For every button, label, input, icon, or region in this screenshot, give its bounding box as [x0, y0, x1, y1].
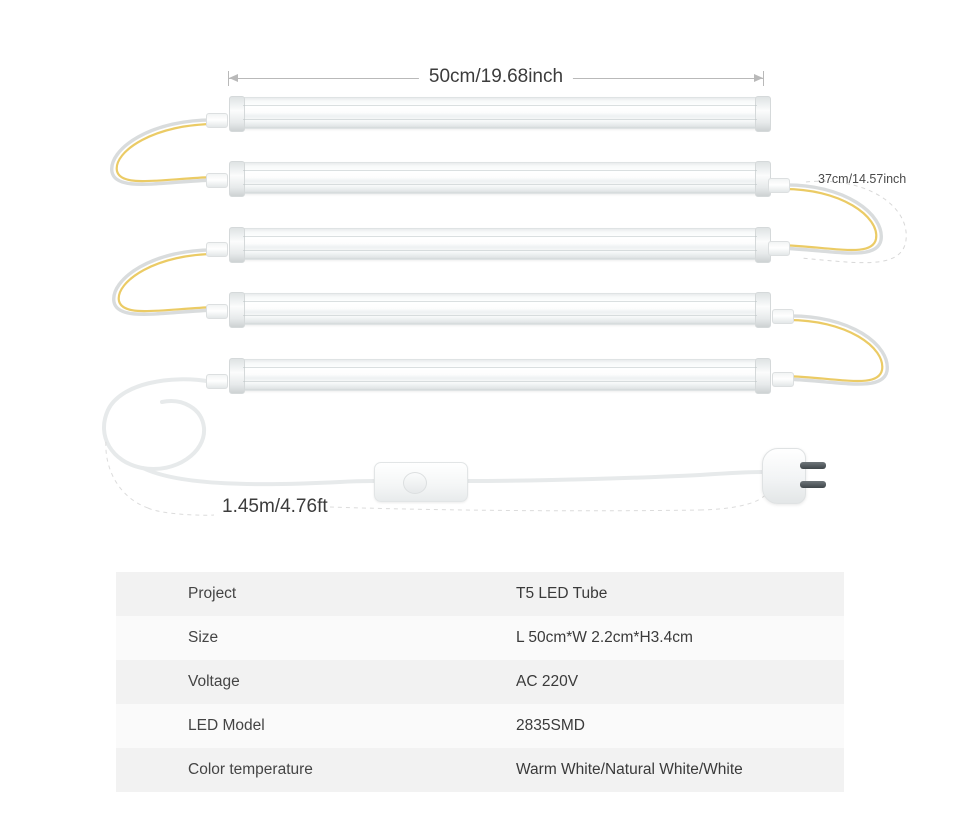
table-row: [116, 616, 844, 660]
tube-ridge: [243, 367, 757, 368]
tube-ridge: [243, 105, 757, 106]
tube-connector: [206, 304, 228, 319]
spec-table: [116, 572, 844, 792]
spec-value: T5 LED Tube: [484, 572, 844, 616]
switch-rocker: [403, 472, 427, 494]
tube-endcap-right: [755, 292, 771, 328]
cable-length-label: 1.45m/4.76ft: [222, 496, 328, 517]
right-dimension-label: 37cm/14.57inch: [818, 172, 907, 186]
led-tube: [232, 228, 768, 260]
led-tube: [232, 97, 768, 129]
tube-ridge: [243, 301, 757, 302]
spec-value: L 50cm*W 2.2cm*H3.4cm: [484, 616, 844, 660]
spec-value: AC 220V: [484, 660, 844, 704]
top-dimension-label: 50cm/19.68inch: [419, 66, 573, 88]
plug-pin: [800, 462, 826, 469]
spec-key: LED Model: [116, 704, 484, 748]
eu-power-plug-icon: [762, 448, 822, 502]
spec-key: Size: [116, 616, 484, 660]
plug-shell: [762, 448, 806, 504]
tube-connector: [768, 178, 790, 193]
tube-connector: [768, 241, 790, 256]
tube-ridge: [243, 184, 757, 185]
tube-connector: [206, 173, 228, 188]
spec-value: Warm White/Natural White/White: [484, 748, 844, 792]
tube-connector: [206, 242, 228, 257]
spec-value: 2835SMD: [484, 704, 844, 748]
tube-endcap-left: [229, 161, 245, 197]
tube-endcap-left: [229, 96, 245, 132]
dimension-arrow-left-icon: [229, 74, 238, 82]
plug-pin: [800, 481, 826, 488]
top-dimension: [228, 66, 764, 87]
tube-connector: [772, 372, 794, 387]
spec-key: Color temperature: [116, 748, 484, 792]
table-row: [116, 572, 844, 616]
table-row: [116, 748, 844, 792]
tube-endcap-left: [229, 358, 245, 394]
dimension-arrow-right-icon: [754, 74, 763, 82]
tube-connector: [206, 113, 228, 128]
tube-connector: [206, 374, 228, 389]
tube-ridge: [243, 170, 757, 171]
spec-key: Project: [116, 572, 484, 616]
led-tube: [232, 359, 768, 391]
tube-ridge: [243, 250, 757, 251]
led-tube: [232, 293, 768, 325]
tube-endcap-left: [229, 292, 245, 328]
spec-key: Voltage: [116, 660, 484, 704]
tube-connector: [772, 309, 794, 324]
dimension-cap-right: [763, 71, 764, 86]
rocker-switch-icon: [374, 462, 468, 502]
tube-ridge: [243, 381, 757, 382]
tube-ridge: [243, 119, 757, 120]
table-row: [116, 704, 844, 748]
tube-endcap-right: [755, 358, 771, 394]
led-tube: [232, 162, 768, 194]
tube-ridge: [243, 315, 757, 316]
tube-endcap-left: [229, 227, 245, 263]
tube-ridge: [243, 236, 757, 237]
tube-endcap-right: [755, 96, 771, 132]
table-row: [116, 660, 844, 704]
